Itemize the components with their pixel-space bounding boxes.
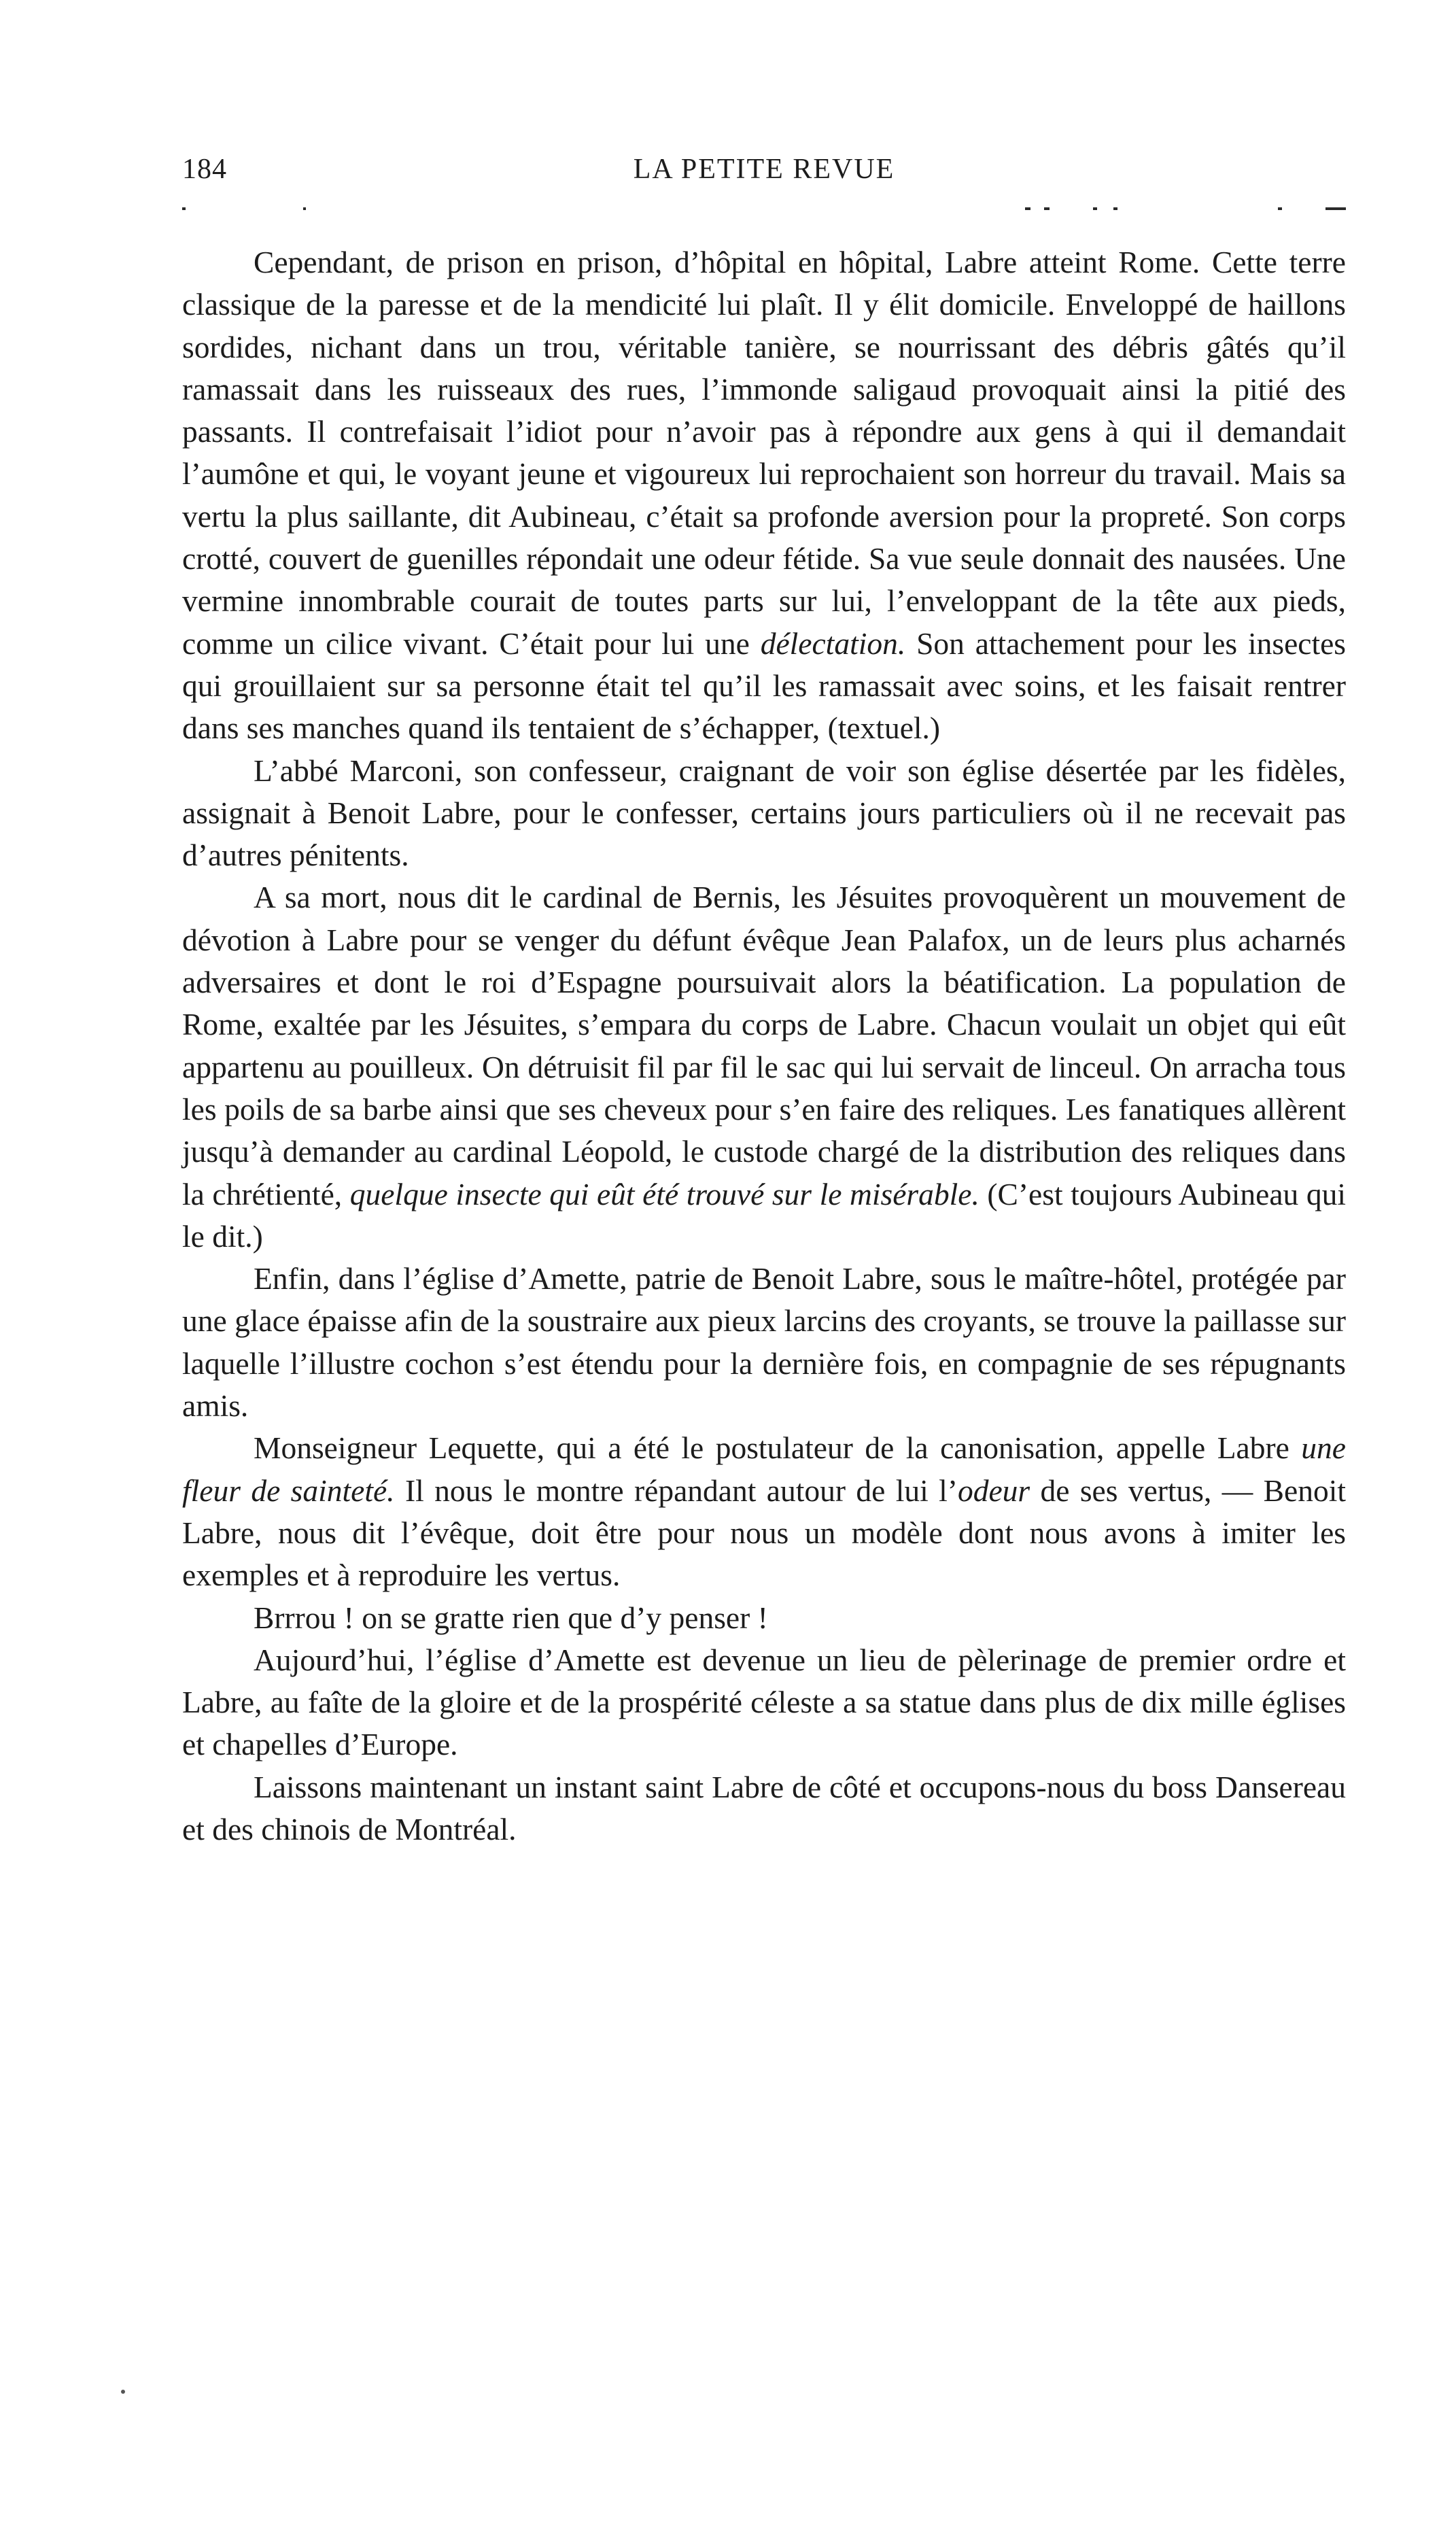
italic-text-run: une fleur de sainteté. [182,1430,1346,1508]
italic-text-run: odeur [957,1473,1030,1508]
body-text [182,241,1346,1851]
text-run: de ses vertus, — Benoit Labre, nous dit l’évêque, doit être pour nous un modèle dont nous avons à imiter les exemples et à reproduire les vertus. [182,1473,1346,1593]
header-rule-marks [182,207,1346,221]
rule-mark [303,207,306,210]
text-run: Son attachement pour les insectes qui grouillaient sur sa personne était tel qu’il les ramassait avec soins, et les faisait rentrer dans ses manches quand ils tentaient de s’échapper, (textuel.) [182,625,1347,746]
paragraph [182,1597,1346,1639]
paragraph [182,876,1346,1258]
text-run: A sa mort, nous dit le cardinal de Bernis, les Jésuites provoquèrent un mouvement de dévotion à Labre pour se venger du défunt évêque Jean Palafox, un de leurs plus acharnés adversaires et dont le roi d’Espagne poursuivait alors la béatification. La population de Rome, exaltée par les Jésuites, s’empara du corps de Labre. Chacun voulait un objet qui eût appartenu au pouilleux. On détruisit fil par fil le sac qui lui servait de linceul. On arracha tous les poils de sa barbe ainsi que ses cheveux pour s’en faire des reliques. Les fanatiques allèrent jusqu’à demander au cardinal Léopold, le custode chargé de la distribution des reliques dans la chrétienté, [182,880,1346,1211]
text-run: Brrrou ! on se gratte rien que d’y penser ! [254,1600,768,1635]
text-run: Il nous le montre répandant autour de lui l’ [394,1473,958,1508]
paragraph [182,1639,1346,1766]
paragraph [182,1427,1346,1596]
paragraph [182,750,1346,877]
rule-mark [1025,207,1030,210]
page-number: 184 [182,154,227,185]
text-run: (C’est toujours Aubineau qui le dit.) [182,1176,1346,1254]
text-run: Cependant, de prison en prison, d’hôpital en hôpital, Labre atteint Rome. Cette terre classique de la paresse et de la mendicité lui plaît. Il y élit domicile. Enveloppé de haillons sordides, nichant dans un trou, véritable tanière, se nourrissant des débris gâtés qu’il ramassait dans les ruisseaux des rues, l’immonde saligaud provoquait ainsi la pitié des passants. Il contrefaisait l’idiot pour n’avoir pas à répondre aux gens à qui il demandait l’aumône et qui, le voyant jeune et vigoureux lui reprochaient son horreur du travail. Mais sa vertu la plus saillante, dit Aubineau, c’était sa profonde aversion pour la propreté. Son corps crotté, couvert de guenilles répondait une odeur fétide. Sa vue seule donnait des nausées. Une vermine innombrable courait de toutes parts sur lui, l’enveloppant de la tête aux pieds, comme un cilice vivant. C’était pour lui une [182,245,1346,661]
paragraph [182,1766,1346,1851]
text-run: L’abbé Marconi, son confesseur, craignant de voir son église désertée par les fidèles, assignait à Benoit Labre, pour le confesser, certains jours particuliers où il ne recevait pas d’autres pénitents. [182,753,1346,873]
running-title: LA PETITE REVUE [633,154,895,185]
rule-mark [1044,207,1050,210]
rule-mark [182,207,186,210]
paragraph [182,241,1346,750]
italic-text-run: quelque insecte qui eût été trouvé sur le misérable. [349,1176,980,1211]
rule-mark [1113,207,1117,210]
stray-dot [121,2390,125,2394]
running-header [182,153,1346,194]
text-run: Aujourd’hui, l’église d’Amette est devenue un lieu de pèlerinage de premier ordre et Labre, au faîte de la gloire et de la prospérité céleste a sa statue dans plus de dix mille églises et chapelles d’Europe. [182,1642,1346,1762]
paragraph [182,1258,1346,1427]
rule-mark [1325,207,1346,210]
text-run: Laissons maintenant un instant saint Labre de côté et occupons-nous du boss Dansereau et des chinois de Montréal. [182,1769,1346,1846]
rule-mark [1093,207,1097,210]
text-run: Monseigneur Lequette, qui a été le postulateur de la canonisation, appelle Labre [254,1430,1302,1466]
italic-text-run: délectation. [760,625,906,661]
text-run: Enfin, dans l’église d’Amette, patrie de Benoit Labre, sous le maître-hôtel, protégée par une glace épaisse afin de la soustraire aux pieux larcins des croyants, se trouve la paillasse sur laquelle l’illustre cochon s’est étendu pour la dernière fois, en compagnie de ses répugnants amis. [182,1261,1346,1424]
rule-mark [1278,207,1282,210]
